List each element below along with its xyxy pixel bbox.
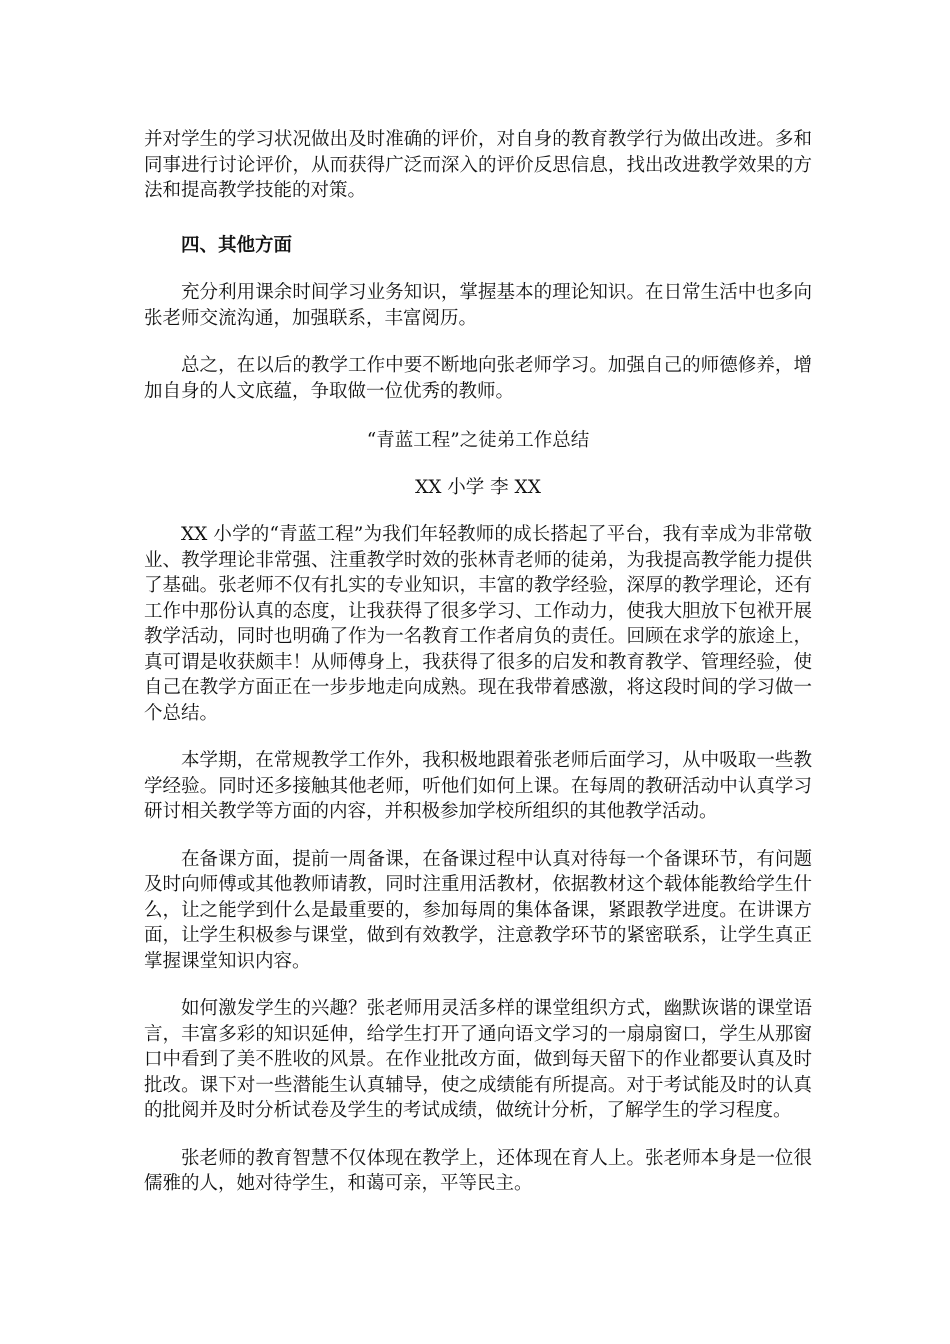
paragraph-evaluation: 并对学生的学习状况做出及时准确的评价，对自身的教育教学行为做出改进。多和同事进行讨论评价，从而获得广泛而深入的评价反思信息，找出改进教学效果的方法和提高教学技能的对策。 (144, 129, 812, 201)
paragraph-other-aspects: 充分利用课余时间学习业务知识，掌握基本的理论知识。在日常生活中也多向张老师交流沟通，加强联系，丰富阅历。 (144, 282, 812, 329)
author-line: XX 小学 李 XX (415, 476, 541, 498)
document-page (144, 127, 812, 1197)
section-heading: 四、其他方面 (181, 234, 293, 256)
body-paragraph: XX 小学的“青蓝工程”为我们年轻教师的成长搭起了平台，我有幸成为非常敬业、教学理论非常强、注重教学时效的张林青老师的徒弟，为我提高教学能力提供了基础。张老师不仅有扎实的专业知识，丰富的教学经验，深厚的教学理论，还有工作中那份认真的态度，让我获得了很多学习、工作动力，使我大胆放下包袱开展教学活动，同时也明确了作为一名教育工作者肩负的责任。回顾在求学的旅途上，真可谓是收获颇丰！从师傅身上，我获得了很多的启发和教育教学、管理经验，使自己在教学方面正在一步步地走向成熟。现在我带着感激，将这段时间的学习做一个总结。 (144, 524, 812, 724)
body-paragraph: 如何激发学生的兴趣？张老师用灵活多样的课堂组织方式，幽默诙谐的课堂语言，丰富多彩的知识延伸，给学生打开了通向语文学习的一扇扇窗口，学生从那窗口中看到了美不胜收的风景。在作业批改方面，做到每天留下的作业都要认真及时批改。课下对一些潜能生认真辅导，使之成绩能有所提高。对于考试能及时的认真的批阅并及时分析试卷及学生的考试成绩，做统计分析，了解学生的学习程度。 (144, 998, 812, 1121)
body-paragraph: 本学期，在常规教学工作外，我积极地跟着张老师后面学习，从中吸取一些教学经验。同时还多接触其他老师，听他们如何上课。在每周的教研活动中认真学习研讨相关教学等方面的内容，并积极参加学校所组织的其他教学活动。 (144, 750, 812, 822)
body-paragraph: 在备课方面，提前一周备课，在备课过程中认真对待每一个备课环节，有问题及时向师傅或其他教师请教，同时注重用活教材，依据教材这个载体能教给学生什么，让之能学到什么是最重要的，参加每周的集体备课，紧跟教学进度。在讲课方面，让学生积极参与课堂，做到有效教学，注意教学环节的紧密联系，让学生真正掌握课堂知识内容。 (144, 848, 812, 972)
article-title: “青蓝工程”之徒弟工作总结 (366, 430, 590, 451)
paragraph-summary: 总之，在以后的教学工作中要不断地向张老师学习。加强自己的师德修养，增加自身的人文底蕴，争取做一位优秀的教师。 (144, 355, 812, 402)
body-paragraph: 张老师的教育智慧不仅体现在教学上，还体现在育人上。张老师本身是一位很儒雅的人，她对待学生，和蔼可亲，平等民主。 (144, 1147, 812, 1194)
